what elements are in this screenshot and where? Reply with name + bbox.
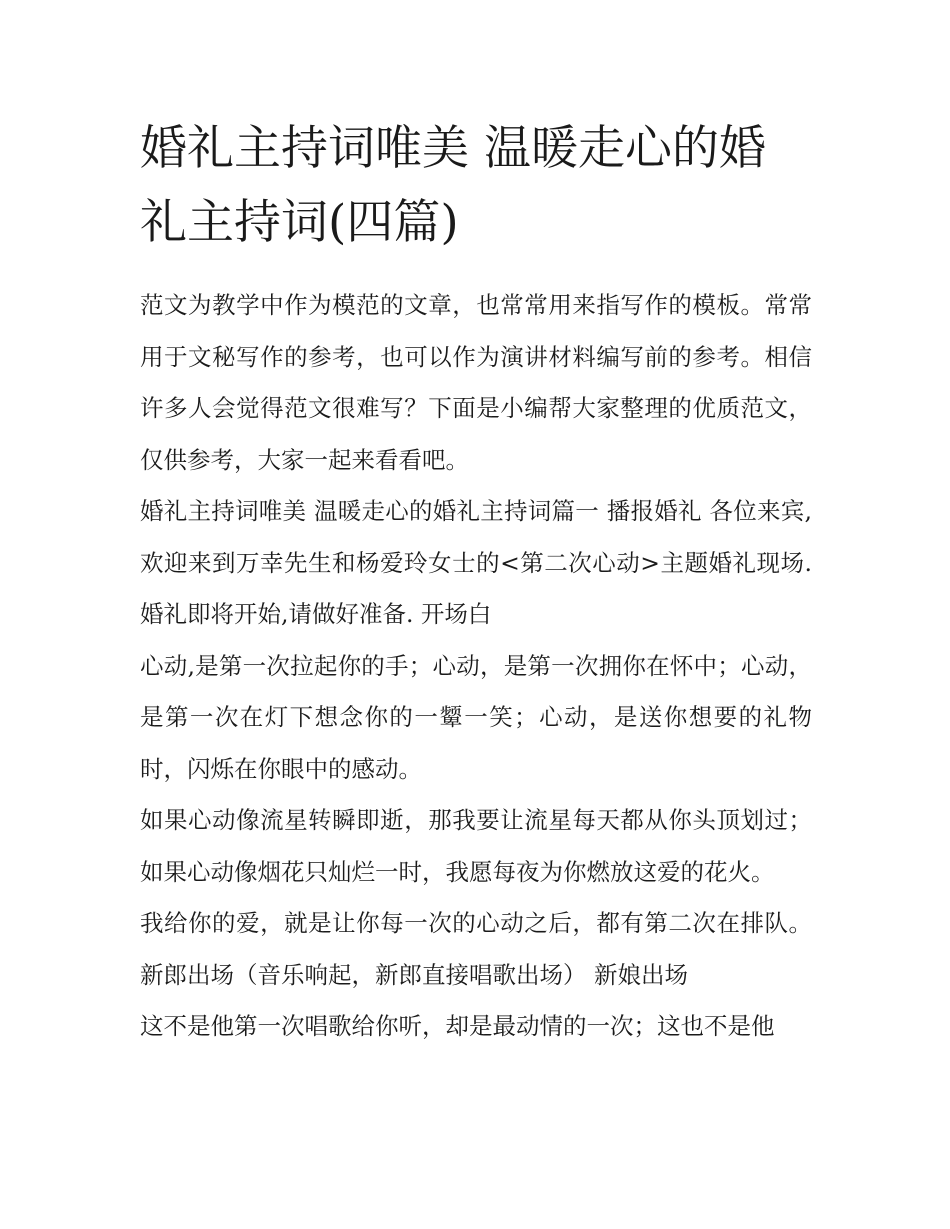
paragraph-love: 我给你的爱，就是让你每一次的心动之后，都有第二次在排队。 新郎出场（音乐响起，新郎直接唱歌出场） 新娘出场	[140, 909, 812, 989]
document-title: 婚礼主持词唯美 温暖走心的婚礼主持词(四篇)	[140, 121, 766, 250]
paragraph-heartbeat: 心动,是第一次拉起你的手；心动，是第一次拥你在怀中；心动，是第一次在灯下想念你的一颦一笑；心动，是送你想要的礼物时，闪烁在你眼中的感动。	[140, 651, 812, 783]
paragraph-meteor: 如果心动像流星转瞬即逝，那我要让流星每天都从你头顶划过；如果心动像烟花只灿烂一时，我愿每夜为你燃放这爱的花火。	[140, 806, 812, 886]
document-page	[140, 112, 812, 1053]
paragraph-broadcast: 婚礼主持词唯美 温暖走心的婚礼主持词篇一 播报婚礼 各位来宾,欢迎来到万幸先生和杨爱玲女士的<第二次心动>主题婚礼现场.婚礼即将开始,请做好准备. 开场白	[140, 497, 812, 628]
paragraph-intro: 范文为教学中作为模范的文章，也常常用来指写作的模板。常常用于文秘写作的参考，也可以作为演讲材料编写前的参考。相信许多人会觉得范文很难写？下面是小编帮大家整理的优质范文，仅供参考，大家一起来看看吧。	[140, 291, 812, 474]
paragraph-song: 这不是他第一次唱歌给你听，却是最动情的一次；这也不是他	[140, 1012, 775, 1040]
